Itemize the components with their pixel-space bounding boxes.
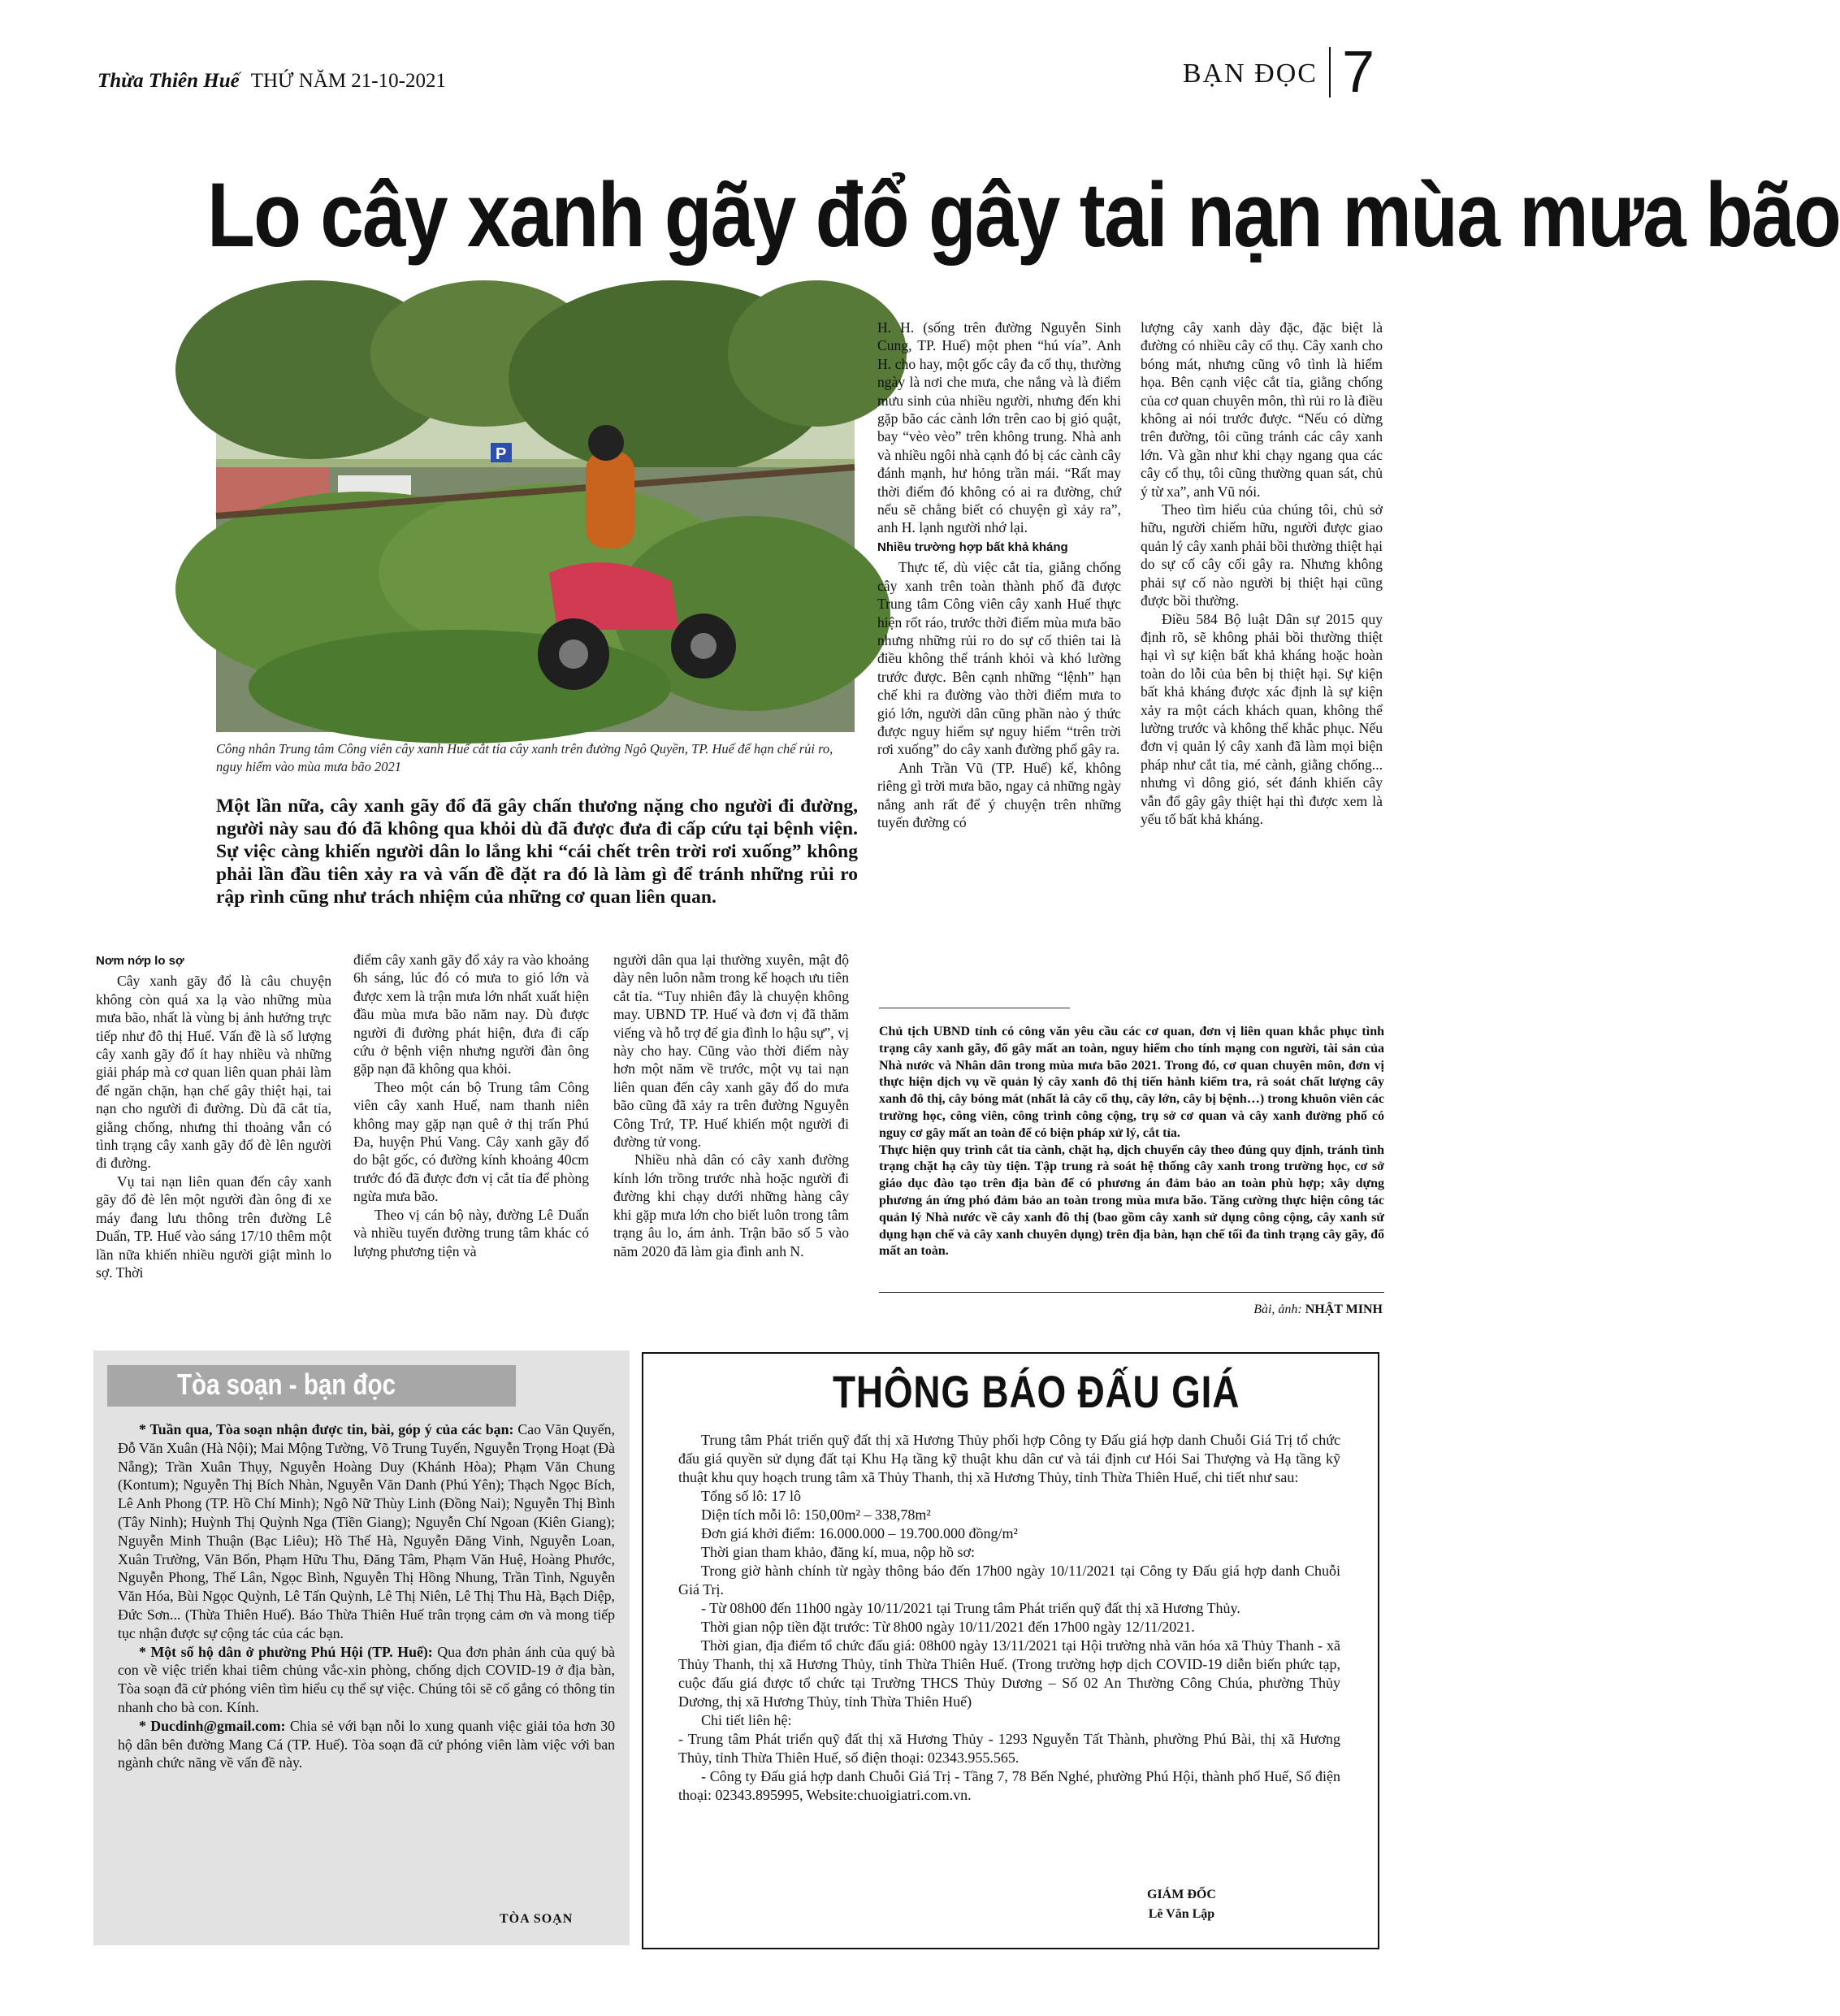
- byline-label: Bài, ảnh:: [1253, 1303, 1302, 1316]
- section-name: BẠN ĐỌC: [1182, 59, 1318, 89]
- paper-name: Thừa Thiên Huế: [97, 70, 240, 92]
- byline-author: NHẬT MINH: [1305, 1303, 1383, 1316]
- official-directive-note: [879, 1024, 1384, 1260]
- paragraph: Nhiều nhà dân có cây xanh đường kính lớn trồng trước nhà hoặc người đi đường khi chạy dưới những hàng cây khi gặp mưa lớn cho biết luôn trong tâm trạng âu lo, ám ảnh. Trận bão số 5 vào năm 2020 đã làm gia đình anh N.: [613, 1151, 849, 1259]
- mailbox-signature: TÒA SOẠN: [500, 1912, 574, 1926]
- article-column-4: [877, 319, 1121, 831]
- signer-title: GIÁM ĐỐC: [1147, 1888, 1216, 1901]
- mailbox-text: [118, 1420, 615, 1772]
- article-lead: Một lần nữa, cây xanh gãy đổ đã gây chấn thương nặng cho người đi đường, người này sau đó đã không qua khỏi dù đã được đưa đi cấp cứu tại bệnh viện. Sự việc càng khiến người dân lo lắng khi “cái chết trên trời rơi xuống” không phải lần đầu tiên xảy ra và vấn đề đặt ra đó là làm gì để tránh những rủi ro rập rình cũng như trách nhiệm của những cơ quan liên quan.: [216, 796, 858, 908]
- mailbox-lead: * Tuần qua, Tòa soạn nhận được tin, bài, góp ý của các bạn:: [139, 1421, 514, 1437]
- auction-text: [678, 1431, 1340, 1805]
- paragraph: Theo tìm hiểu của chúng tôi, chủ sở hữu, người chiếm hữu, người được giao quản lý cây xanh phải bồi thường thiệt hại do sự cố cây cối gây ra. Nhưng không phải sự cố nào người bị thiệt hại cũng được bồi thường.: [1141, 501, 1383, 609]
- auction-title: THÔNG BÁO ĐẤU GIÁ: [833, 1366, 1240, 1417]
- paragraph: Chủ tịch UBND tỉnh có công văn yêu cầu các cơ quan, đơn vị liên quan khắc phục tình trạng cây xanh gãy, đổ gây mất an toàn, nguy hiểm cho tính mạng con người, tài sản của Nhà nước và Nhân dân trong mùa mưa bão 2021. Trong đó, cơ quan chuyên môn, đơn vị thực hiện dịch vụ về quản lý cây xanh đô thị tiến hành kiểm tra, rà soát chất lượng cây xanh đô thị, cây bóng mát (nhất là cây cổ thụ, cây lớn, cây bị bệnh…) trong khuôn viên các trường học, công viên, công trình công cộng, trụ sở cơ quan và cây xanh đường phố có nguy cơ gây mất an toàn để có biện pháp xử lý, cắt tỉa.: [879, 1025, 1384, 1140]
- mailbox-lead: * Ducdinh@gmail.com:: [139, 1717, 286, 1734]
- mailbox-body: Chia sẻ với bạn nỗi lo xung quanh việc giải tỏa hơn 30 hộ dân bên đường Mang Cá (TP. Huế). Tòa soạn đã cử phóng viên làm việc với ban ngành chức năng về vấn đề này.: [118, 1717, 616, 1771]
- article-column-3: [613, 951, 849, 1260]
- mailbox-body: Cao Văn Quyến, Đỗ Văn Xuân (Hà Nội); Mai Mộng Tường, Võ Trung Tuyến, Nguyễn Trọng Hoạt (Đà Nẵng); Trần Xuân Thụy, Nguyễn Hoàng Duy (Khánh Hòa); Phạm Văn Chung (Kontum); Nguyễn Thị Bích Nhàn, Nguyễn Văn Danh (Phú Yên); Thạch Ngọc Bích, Lê Anh Phong (TP. Hồ Chí Minh); Ngô Nữ Thùy Linh (Đồng Nai); Nguyễn Thị Bình (Tây Ninh); Huỳnh Thị Quỳnh Nga (Tiền Giang); Nguyễn Chí Ngoan (Kiên Giang); Nguyễn Minh Thuận (Bạc Liêu); Hồ Thế Hà, Nguyễn Đăng Vinh, Nguyễn Loan, Xuân Trường, Văn Bốn, Phạm Hữu Thu, Đăng Tâm, Phạm Văn Huệ, Hoàng Phước, Nguyễn Phong, Thế Lân, Ngọc Bình, Nguyễn Thị Hồng Nhung, Trần Tình, Nguyễn Văn Hóa, Bùi Ngọc Quỳnh, Lê Tấn Quỳnh, Lê Thị Niên, Lê Thị Thu Hà, Bạch Diệp, Đức Sơn... (Thừa Thiên Huế). Báo Thừa Thiên Huế trân trọng cảm ơn và mong tiếp tục nhận được sự cộng tác của các bạn.: [118, 1421, 615, 1641]
- paragraph: Diện tích mỗi lô: 150,00m² – 338,78m²: [701, 1507, 931, 1523]
- paragraph: Theo một cán bộ Trung tâm Công viên cây xanh Huế, nam thanh niên không may gặp nạn quê ở thị trấn Phú Đa, huyện Phú Vang. Cây xanh gãy đổ do bật gốc, có đường kính khoảng 40cm trước đó đã được đơn vị cắt tỉa để phòng ngừa mưa bão.: [353, 1078, 589, 1205]
- mailbox-lead: * Một số hộ dân ở phường Phú Hội (TP. Huế):: [139, 1643, 433, 1660]
- paragraph: điểm cây xanh gãy đổ xảy ra vào khoảng 6h sáng, lúc đó có mưa to gió lớn và được xem là trận mưa lớn nhất xuất hiện đầu mùa mưa bão năm nay. Dù được người đi đường phát hiện, đưa đi cấp cứu ở bệnh viện nhưng người đàn ông gặp nạn đã không qua khỏi.: [353, 952, 589, 1077]
- paragraph: Điều 584 Bộ luật Dân sự 2015 quy định rõ, sẽ không phải bồi thường thiệt hại vì sự kiện bất khả kháng hoặc hoàn toàn do lỗi của bên bị thiệt hại. Sự kiện bất khả kháng được xác định là sự kiện xảy ra một cách khách quan, không thể lường trước và không thể khắc phục. Nếu đơn vị quản lý cây xanh đã làm mọi biện pháp như cắt tỉa, mé cành, giằng chống... nhưng vì dông gió, sét đánh khiến cây vẫn đổ gây gây thiệt hại thì được xem là yếu tố bất khả kháng.: [1141, 610, 1383, 827]
- parking-sign: P: [496, 445, 507, 463]
- paragraph: Theo vị cán bộ này, đường Lê Duẩn và nhiều tuyến đường trung tâm khác có lượng phương tiện và: [353, 1206, 589, 1259]
- paragraph: Trong giờ hành chính từ ngày thông báo đến 17h00 ngày 10/11/2021 tại Công ty Đấu giá hợp danh Chuỗi Giá Trị.: [678, 1563, 1340, 1598]
- mailbox-title: Tòa soạn - bạn đọc: [177, 1368, 396, 1401]
- paragraph: Anh Trần Vũ (TP. Huế) kể, không riêng gì trời mưa bão, ngay cả những ngày nắng anh rất để ý chuyện trên những tuyến đường có: [877, 759, 1121, 830]
- paragraph: - Từ 08h00 đến 11h00 ngày 10/11/2021 tại Trung tâm Phát triển quỹ đất thị xã Hương Thủy.: [701, 1600, 1240, 1616]
- paragraph: Thời gian nộp tiền đặt trước: Từ 8h00 ngày 10/11/2021 đến 17h00 ngày 12/11/2021.: [701, 1619, 1195, 1635]
- paragraph: Trung tâm Phát triển quỹ đất thị xã Hương Thủy phối hợp Công ty Đấu giá hợp danh Chuỗi Giá Trị tổ chức đấu giá quyền sử dụng đất tại Khu Hạ tầng kỹ thuật khu dân cư và tái định cư Hói Sai Thượng và Hạ tầng kỹ thuật khu quy hoạch trung tâm xã Thủy Thanh, thị xã Hương Thủy, tỉnh Thừa Thiên Huế, chi tiết như sau:: [678, 1432, 1340, 1485]
- paragraph: Vụ tai nạn liên quan đến cây xanh gãy đổ đè lên một người đàn ông đi xe máy đang lưu thông trên đường Lê Duẩn, TP. Huế vào sáng 17/10 thêm một lần nữa khiến nhiều người giật mình lo sợ. Thời: [96, 1173, 331, 1281]
- paragraph: - Công ty Đấu giá hợp danh Chuỗi Giá Trị - Tầng 7, 78 Bến Nghé, phường Phú Hội, thành phố Huế, Số điện thoại: 02343.895995, Website:chuoigiatri.com.vn.: [678, 1768, 1340, 1803]
- mailbox-paragraph: [118, 1420, 615, 1643]
- headline: Lo cây xanh gãy đổ gây tai nạn mùa mưa bão: [207, 164, 1840, 266]
- article-photo: [216, 321, 855, 732]
- subhead: Nơm nớp lo sợ: [96, 954, 184, 968]
- paragraph: lượng cây xanh dày đặc, đặc biệt là đường có nhiều cây cổ thụ. Cây xanh cho bóng mát, nhưng cũng vô tình là hiểm họa. Bên cạnh việc cắt tỉa, giằng chống của cơ quan chuyên môn, thì rủi ro là điều không ai nói trước được. “Nếu có dừng trên đường, tôi cũng tránh các cây xanh lớn. Và gần như khi chạy ngang qua các cây cổ thụ, tôi cũng thường quan sát, chủ ý từ xa”, anh Vũ nói.: [1141, 319, 1383, 500]
- byline-divider: [879, 1292, 1384, 1293]
- paragraph: người dân qua lại thường xuyên, mật độ dày nên luôn nằm trong kế hoạch ưu tiên cắt tỉa. “Tuy nhiên đây là chuyện không may. UBND TP. Huế và đơn vị đã thăm viếng và hỗ trợ để gia đình lo hậu sự”, vị này cho hay. Cũng vào thời điểm này hơn một năm về trước, một vụ tai nạn liên quan đến cây xanh gãy đổ do mưa bão cũng đã xảy ra trên đường Nguyễn Công Trứ, TP. Huế khiến một người đi đường tử vong.: [613, 952, 849, 1151]
- photo-caption: Công nhân Trung tâm Công viên cây xanh Huế cắt tỉa cây xanh trên đường Ngô Quyền, TP. Huế để hạn chế rủi ro, nguy hiểm vào mùa mưa bão 2021: [216, 741, 833, 774]
- masthead-divider: [1329, 47, 1331, 98]
- subhead: Nhiều trường hợp bất khả kháng: [877, 540, 1068, 554]
- article-column-1: [96, 951, 331, 1281]
- auction-signature: [1147, 1885, 1216, 1924]
- signer-name: Lê Văn Lập: [1148, 1907, 1215, 1921]
- mailbox-body: Qua đơn phản ánh của quý bà con về việc triển khai tiêm chủng vắc-xin phòng, chống dịch COVID-19 ở địa bàn, Tòa soạn đã cử phóng viên tìm hiểu cụ thể sự việc. Chúng tôi sẽ cố gắng có thông tin nhanh cho bà con. Kính.: [118, 1643, 615, 1715]
- masthead-left: [97, 70, 446, 93]
- paragraph: Thời gian, địa điểm tổ chức đấu giá: 08h00 ngày 13/11/2021 tại Hội trường nhà văn hóa xã Thủy Thanh - xã Thủy Thanh, thị xã Hương Thủy, tỉnh Thừa Thiên Huế. (Trong trường hợp dịch COVID-19 diễn biến phức tạp, cuộc đấu giá được tổ chức tại Trường THCS Thủy Dương – Số 02 An Thường Công Chúa, phường Thủy Dương, thị xã Hương Thủy, tỉnh Thừa Thiên Huế): [678, 1637, 1340, 1710]
- mailbox-paragraph: [118, 1643, 615, 1717]
- paragraph: Đơn giá khởi điểm: 16.000.000 – 19.700.000 đồng/m²: [701, 1525, 1018, 1541]
- mailbox-paragraph: [118, 1717, 615, 1772]
- paragraph: Cây xanh gãy đổ là câu chuyện không còn quá xa lạ vào những mùa mưa bão, nhất là vùng bị ảnh hưởng trực tiếp như đô thị Huế. Vấn đề là số lượng cây xanh gãy đổ ít hay nhiều và những giải pháp mà cơ quan liên quan phải làm để ngăn chặn, hạn chế gây thiệt hại, tai nạn cho người đi đường. Dù đã cắt tỉa, giằng chống, nhưng thi thoảng vẫn có tình trạng cây xanh gãy đổ đè lên người đi đường.: [96, 973, 331, 1172]
- article-column-2: [353, 951, 589, 1260]
- issue-date: THỨ NĂM 21-10-2021: [250, 70, 446, 92]
- paragraph: H. H. (sống trên đường Nguyễn Sinh Cung, TP. Huế) một phen “hú vía”. Anh H. cho hay, một gốc cây đa cổ thụ, thường ngày là nơi che mưa, che nắng và là điểm mưu sinh của nhiều người, nhưng đến khi gặp bão các cành lớn trên cao bị gió quật, bay “vèo vèo” trên không trung. Nhà anh và nhiều ngôi nhà cạnh đó bị các cành cây đánh mạnh, hư hỏng trần mái. “Rất may thời điểm đó không có ai ra đường, chứ nếu sẽ chẳng biết có chuyện gì xảy ra”, anh H. lạnh người nhớ lại.: [877, 319, 1121, 536]
- byline: [1253, 1303, 1383, 1317]
- paragraph: Chi tiết liên hệ:: [701, 1712, 792, 1728]
- page-number: 7: [1341, 40, 1375, 105]
- masthead-right: [1182, 40, 1375, 105]
- paragraph: Thực tế, dù việc cắt tỉa, giằng chống cây xanh trên toàn thành phố đã được Trung tâm Công viên cây xanh Huế thực hiện rốt ráo, trước thời điểm mùa mưa bão nhưng những rủi ro do sự cố thiên tai là điều không thể tránh khỏi và khó lường trước được. Bên cạnh những “lệnh” hạn chế khi ra đường vào thời điểm mưa to gió lớn, người dân cũng phần nào ý thức được nguy hiểm sự nguy hiểm “trên trời rơi xuống” do cây xanh đường phố gây ra.: [877, 559, 1121, 758]
- article-column-5: [1141, 319, 1383, 828]
- paragraph: Tổng số lô: 17 lô: [701, 1488, 802, 1504]
- paragraph: Thực hiện quy trình cắt tỉa cành, chặt hạ, dịch chuyển cây theo đúng quy định, tránh tình trạng chặt hạ cây tùy tiện. Tập trung rà soát hệ thống cây xanh trong trường học, cơ sở giáo dục đào tạo trên địa bàn để có phương án đảm bảo an toàn phù hợp; xây dựng phương án ứng phó đảm bảo an toàn trong mùa mưa bão. Tăng cường thực hiện công tác quản lý Nhà nước về cây xanh đô thị (bao gồm cây xanh sử dụng công cộng, cây xanh sử dụng hạn chế và cây xanh chuyên dụng) trên địa bàn, hạn chế tối đa tình trạng cây gãy, đổ mất an toàn.: [879, 1142, 1384, 1259]
- paragraph: Thời gian tham khảo, đăng kí, mua, nộp hồ sơ:: [701, 1544, 975, 1560]
- paragraph: - Trung tâm Phát triển quỹ đất thị xã Hương Thủy - 1293 Nguyễn Tất Thành, phường Phú Bài, thị xã Hương Thủy, tỉnh Thừa Thiên Huế, số điện thoại: 02343.955.565.: [678, 1731, 1340, 1766]
